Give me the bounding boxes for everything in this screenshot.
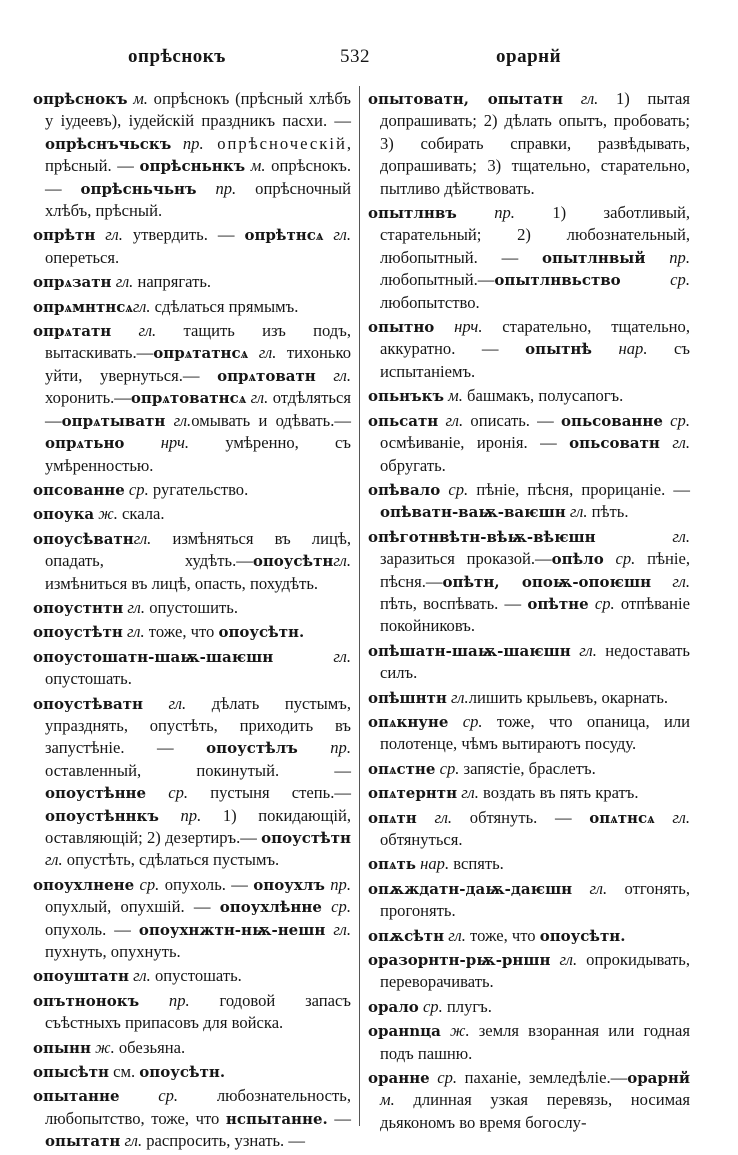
entry-headword: опрѣтн [33,226,96,245]
entry-text: утвердить. — [122,225,245,245]
entry-headword: опытоватн, опытатн [368,90,564,108]
header-left-headword: опрѣснокъ [128,46,226,67]
grammar-label: м. [245,156,266,176]
dictionary-entry [368,1020,690,1065]
entry-text: отдѣляться— [45,388,351,430]
entry-headword: опѧкнуне [368,712,449,731]
dictionary-entry [33,296,351,318]
entry-text: опереться. [45,247,120,267]
grammar-label: гл. [563,89,599,108]
entry-text: съ испытаніемъ. [380,339,690,381]
entry-text: отпѣваніе покойниковъ. [380,593,690,636]
dictionary-entry [33,597,351,619]
entry-headword: опьсоватн [569,434,660,453]
grammar-label: нар. [591,339,648,359]
entry-text: тащить изъ подъ, вытаскивать.— [45,321,351,363]
entry-headword: опоусѣтн [252,552,334,571]
entry-headword: опоустошатн-шаѭ-шаѥшн [33,647,274,666]
entry-headword: опоухлъ [253,875,325,894]
entry-text: пѣніе, пѣсня.— [380,549,690,591]
dictionary-entry [33,1085,351,1152]
dictionary-entry [33,965,351,987]
entry-text: омывать и одѣвать.— [191,410,351,430]
entry-text: хоронить.— [45,388,131,408]
dictionary-entry [33,271,351,293]
entry-headword: опынн [33,1038,91,1057]
dictionary-entry [33,479,351,501]
entry-headword: опрѧтыватн [61,411,166,430]
entry-text: опрѣсноческій [203,133,347,153]
entry-headword: опѧтернтн [368,784,458,803]
page-number: 532 [340,46,370,67]
entry-text: скала. [117,504,165,524]
entry-headword: опѣтн, опоѭ-опоѥшн [442,572,652,591]
grammar-label: ср. [134,874,160,894]
dictionary-entry [33,88,351,222]
entry-text: распросить, узнать. — [142,1131,305,1151]
dictionary-entry [368,479,690,524]
entry-text: пустыня степь.— [188,783,351,803]
dictionary-entry [33,646,351,691]
grammar-label: гл. [315,365,351,385]
entry-text: обезьяна. [114,1037,186,1057]
dictionary-entry [368,687,690,709]
left-column [33,88,351,1155]
entry-headword: опрѧтатнсѧ [153,344,249,363]
entry-text: годовой запасъ съѣстныхъ припасовъ для войска. [45,990,351,1033]
entry-headword: опѧстне [368,759,436,778]
grammar-label: гл. [323,225,351,245]
grammar-label: гл. [565,502,588,522]
grammar-label: гл. [45,850,63,870]
grammar-label: гл. [122,622,145,642]
dictionary-entry [33,1037,351,1059]
entry-text: опрѣсночный хлѣбъ, прѣсный. [45,178,351,221]
entry-headword: опрѧтоватн [217,366,316,385]
dictionary-entry [368,996,690,1018]
entry-text: осмѣиваніе, иронія. — [380,433,570,453]
grammar-label: м. [444,386,463,406]
entry-headword: опысѣтн [33,1063,109,1082]
entry-headword: опрѧтьно [45,434,125,453]
entry-headword: опрѧмнтнсѧ [33,297,133,316]
dictionary-entry [368,949,690,994]
grammar-label: гл. [333,551,351,571]
entry-text: лишить крыльевъ, окарнать. [468,687,669,707]
entry-text: оставленный, покинутый. — [45,760,351,780]
dictionary-entry [33,621,351,643]
entry-text: опустошать. [45,669,132,689]
entry-text: земля взоранная или годная подъ пашню. [380,1021,690,1063]
grammar-label: ср. [662,410,690,430]
dictionary-entry [33,990,351,1035]
entry-headword: опьнъкъ [368,387,444,406]
grammar-label: гл. [595,526,690,546]
entry-headword: орало [368,997,419,1016]
dictionary-entry [33,528,351,595]
entry-headword: оразорнтн-рѭ-рншн [368,951,551,970]
grammar-label: гл. [129,966,151,986]
entry-text: недоставать силъ. [380,640,690,683]
dictionary-entry [368,202,690,314]
entry-headword: опѣготнвѣтн-вѣѭ-вѣѥшн [368,527,596,546]
grammar-label: гл. [572,878,608,898]
grammar-label: гл. [446,687,469,707]
entry-text: опухлый, опухшій. — [45,897,220,917]
entry-headword: опрѧзатн [33,273,112,292]
entry-text: опрѣснокъ (прѣсный хлѣбъ у іудеевъ), іудейскій праздникъ пасхи. — [45,89,351,131]
entry-text: опустѣть, сдѣлаться пустымъ. [62,850,280,870]
grammar-label: пр. [171,133,204,153]
grammar-label: гл. [133,528,152,548]
grammar-label: пр. [139,990,190,1010]
entry-text: измѣняться въ лицѣ, опадать, худѣть.— [45,528,351,571]
grammar-label: м. [127,89,148,108]
grammar-label: нрч. [434,317,483,337]
entry-headword: опоусѣтн. [539,926,626,945]
entry-text: башмакъ, полусапогъ. [462,386,624,406]
dictionary-entry [33,503,351,525]
grammar-label: гл. [659,433,690,453]
entry-headword: опытатн [45,1132,121,1151]
grammar-label: ср. [620,270,690,290]
entry-headword: опѣшатн-шаѭ-шаѥшн [368,641,571,660]
dictionary-entry [368,853,690,875]
entry-headword: опытанне [33,1087,120,1106]
entry-text: заразиться проказой.— [380,549,552,569]
entry-text: запястіе, браслетъ. [459,758,596,778]
grammar-label: гл. [654,807,690,827]
dictionary-entry [368,316,690,383]
entry-text: обтянуться. [380,830,463,849]
entry-headword: нспытанне. [225,1109,328,1128]
entry-text: 1) заботливый, старательный; 2) любознательный, любопытный. — [380,203,691,267]
dictionary-entry [368,807,690,852]
grammar-label: ср. [418,996,443,1016]
entry-headword: опѫждатн-даѭ-даѥшн [368,879,573,898]
dictionary-entry [368,878,690,923]
entry-text: тоже, что опаница, или полотенце, чѣмъ вытираютъ посуду. [380,711,690,754]
grammar-label: ср. [603,549,636,569]
entry-headword: опоука [33,505,95,524]
entry-text: пѣніе, пѣсня, прорицаніе. — [468,479,690,499]
entry-text: пѣть. [587,502,629,522]
header-right-headword: орарнй [496,46,562,67]
grammar-label: пр. [456,203,515,223]
entry-text: опрѣснокъ. — [45,156,351,198]
grammar-label: пр. [324,874,351,894]
entry-text: пѣть, воспѣвать. — [380,593,528,613]
entry-text: отгонять, прогонять. [380,878,690,921]
grammar-label: гл. [273,646,351,666]
entry-headword: опрѧтоватнсѧ [130,389,247,408]
grammar-label: м. [380,1090,395,1110]
entry-headword: опоустѣннкъ [45,806,159,825]
entry-headword: опытно [368,318,435,337]
grammar-label: ср. [124,479,149,499]
grammar-label: гл. [142,693,187,713]
grammar-label: пр. [196,178,237,198]
entry-headword: опрѧтатн [33,322,112,341]
entry-headword: опрѣсньнкъ [139,157,246,176]
entry-headword: опоустѣватн [33,694,143,713]
entry-text: — [327,1108,351,1128]
entry-headword: опѣватн-ваѭ-ваѥшн [380,503,566,522]
grammar-label: ж. [90,1037,115,1057]
entry-text: дѣлать пустымъ, упразднять, опустѣть, приходить въ запустѣніе. — [45,693,351,758]
entry-text: опрокидывать, переворачивать. [380,950,690,992]
entry-headword: опоуштатн [33,967,129,986]
entry-text: тихонько уйти, увернуться.— [45,343,351,385]
entry-headword: опѫсѣтн [368,926,445,945]
entry-headword: опытлнвъ [368,204,457,223]
entry-headword: оранnца [368,1022,441,1041]
entry-headword: опрѣсньчьнъ [80,179,197,198]
grammar-label: ж. [440,1021,470,1041]
entry-text: любознательность, любопытство, тоже, что [45,1086,351,1128]
entry-text: напрягать. [133,272,212,292]
dictionary-entry [368,782,690,804]
entry-headword: опѧтн [368,808,417,827]
grammar-label: гл. [570,640,597,660]
entry-text: обругать. [380,455,446,475]
entry-headword: опѧтнсѧ [589,808,655,827]
entry-text: , прѣсный. — [45,133,351,176]
entry-text: опухоль. — [159,874,254,894]
entry-headword: опѣло [551,550,604,569]
entry-headword: опьсатн [368,411,439,430]
dictionary-entry [368,1067,690,1134]
entry-headword: опьсованне [560,411,663,430]
dictionary-entry [33,874,351,964]
entry-headword: опоусѣтн. [139,1063,226,1082]
grammar-label: гл. [132,296,151,316]
entry-headword: опоустнтн [33,598,124,617]
entry-headword: опоустѣтн [261,829,351,847]
entry-text: тоже, что [465,925,540,945]
entry-headword: опоухлнене [33,875,135,894]
entry-headword: опътнонокъ [33,991,140,1010]
grammar-label: пр. [297,738,352,758]
entry-headword: опоухлѣнне [219,898,322,917]
entry-text: сдѣлаться прямымъ. [150,296,299,316]
grammar-label: гл. [444,925,466,945]
entry-text: 1) покидающій, оставляющій; 2) дезертиръ.— [45,805,351,847]
grammar-label: гл. [550,950,578,970]
entry-headword: опытлнвый [541,248,646,267]
entry-headword: опрѣснъчьскъ [45,134,172,153]
entry-headword: опѣтне [527,594,589,613]
dictionary-entry [33,224,351,269]
dictionary-entry [368,385,690,407]
entry-text: длинная узкая перевязь, носимая дьякономъ во время богослу- [380,1090,690,1132]
dictionary-entry [33,693,351,872]
grammar-label: гл. [165,410,192,430]
entry-text: опухоль. — [45,919,139,939]
grammar-label: гл. [416,807,453,827]
grammar-label: гл. [95,225,123,245]
dictionary-entry [368,711,690,756]
entry-text: ругательство. [148,479,249,499]
entry-headword: опѧть [368,855,416,874]
entry-text: опустошать. [150,966,242,986]
grammar-label: ж. [94,504,118,524]
grammar-label: нар. [415,854,450,874]
entry-headword: опытлнвьство [494,271,621,290]
entry-headword: опѣвало [368,480,441,499]
grammar-label: гл. [111,321,157,341]
entry-headword: опѣшнтн [368,688,447,707]
entry-headword: опрѣтнсѧ [244,226,324,245]
grammar-label: гл. [120,1131,143,1151]
entry-text: описать. — [463,410,561,430]
entry-headword: опсованне [33,480,125,499]
entry-headword: опоустѣнне [45,784,147,803]
grammar-label: пр. [158,805,202,825]
entry-text: измѣниться въ лицѣ, опасть, похудѣть. [45,573,319,593]
entry-text: старательно, тщательно, аккуратно. — [380,317,690,359]
grammar-label: гл. [325,919,351,939]
grammar-label: гл. [246,388,269,408]
entry-text: воздать въ пять кратъ. [478,783,639,803]
grammar-label: гл. [111,272,134,292]
entry-text: умѣренно, съ умѣренностью. [45,433,351,475]
grammar-label: гл. [438,410,464,430]
entry-text: тоже, что [144,622,219,642]
entry-text: плугъ. [442,996,492,1016]
entry-headword: опоусѣватн [33,529,134,548]
dictionary-entry [33,320,351,477]
grammar-label: пр. [645,247,691,267]
grammar-label: нрч. [124,433,190,453]
entry-headword: орарнй [627,1069,690,1088]
right-column [368,88,690,1136]
entry-text: обтянуть. — [452,807,590,827]
dictionary-entry [368,758,690,780]
entry-text: опустошить. [145,597,239,617]
dictionary-entry [368,640,690,685]
grammar-label: гл. [123,597,146,617]
entry-headword: опоустѣлъ [206,739,298,758]
entry-text: пухнуть, опухнуть. [45,942,181,962]
grammar-label: гл. [457,783,479,803]
column-divider [359,86,360,1126]
entry-text: любопытный.— [380,270,495,290]
dictionary-entry [33,1061,351,1083]
entry-text: паханіе, земледѣліе.— [457,1068,628,1088]
grammar-label: ср. [119,1086,179,1106]
entry-text: вспять. [449,854,504,874]
grammar-label: ср. [146,783,189,803]
entry-headword: опытнѣ [525,340,592,359]
entry-text: любопытство. [380,292,480,312]
grammar-label: ср. [588,593,615,613]
entry-headword: оранне [368,1069,430,1088]
dictionary-entry [368,88,690,200]
grammar-label: ср. [321,897,351,917]
entry-headword: опоусѣтн. [218,623,305,642]
grammar-label: ср. [429,1068,458,1088]
entry-text: 1) пытая допрашивать; 2) дѣлать опытъ, пробовать; 3) собирать справки, развѣдывать, допрашивать; 3) тщательно, старательно, пытливо дѣйствовать. [380,89,690,198]
entry-text: см. [108,1062,140,1082]
entry-headword: опоустѣтн [33,623,123,642]
grammar-label: ср. [448,711,483,731]
grammar-label: гл. [248,343,277,363]
entry-headword: опоухнжтн-нѭ-нешн [138,920,326,939]
dictionary-entry [368,410,690,477]
entry-headword: опрѣснокъ [33,90,128,108]
dictionary-entry [368,925,690,947]
dictionary-entry [368,526,690,638]
running-header [0,46,738,82]
grammar-label: ср. [435,758,460,778]
grammar-label: ср. [440,479,469,499]
grammar-label: гл. [651,571,690,591]
